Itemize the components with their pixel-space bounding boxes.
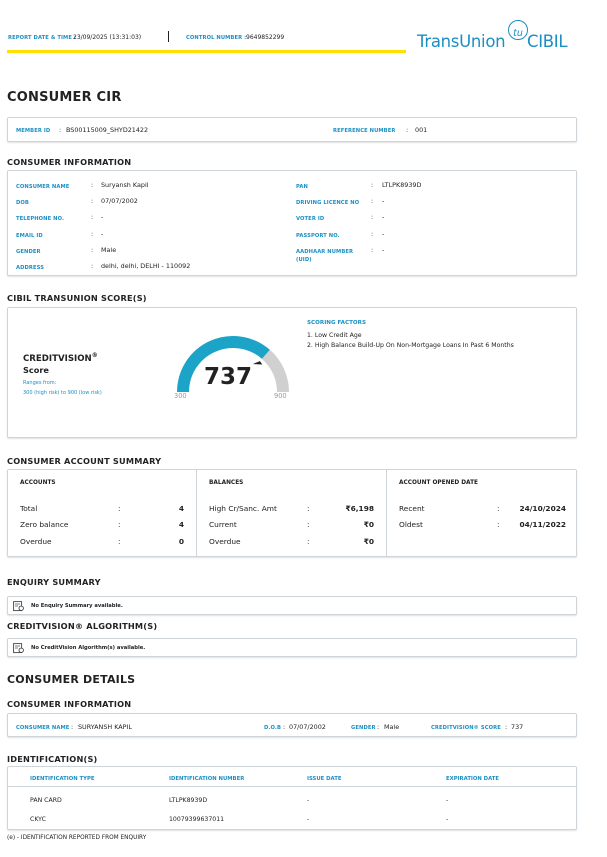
report-date-label: REPORT DATE & TIME : bbox=[8, 35, 77, 41]
ci-right-value: - bbox=[382, 246, 385, 254]
ci-left-value: Male bbox=[101, 246, 117, 254]
identification-footnote: (e) - IDENTIFICATION REPORTED FROM ENQUIRY bbox=[7, 835, 147, 841]
ci-left-label: CONSUMER NAME bbox=[16, 184, 70, 190]
id-number-cell: 10079399637011 bbox=[169, 816, 225, 823]
id-issue-cell: - bbox=[307, 797, 310, 804]
colon: : bbox=[118, 537, 121, 546]
balance-high-label: High Cr/Sanc. Amt bbox=[209, 504, 277, 513]
control-number-label: CONTROL NUMBER : bbox=[186, 35, 247, 41]
creditvision-brand bbox=[23, 352, 98, 364]
enquiry-heading: ENQUIRY SUMMARY bbox=[7, 577, 101, 587]
reference-number-value: 001 bbox=[415, 126, 428, 134]
accounts-total-label: Total bbox=[20, 504, 38, 513]
reference-number-label: REFERENCE NUMBER bbox=[333, 128, 396, 134]
account-summary-heading: CONSUMER ACCOUNT SUMMARY bbox=[7, 456, 162, 466]
balances-title: BALANCES bbox=[209, 480, 244, 486]
accounts-title: ACCOUNTS bbox=[20, 480, 56, 486]
table-row bbox=[8, 812, 576, 828]
score-word: Score bbox=[23, 365, 49, 375]
scoring-factor-1: 1. Low Credit Age bbox=[307, 332, 362, 339]
id-col-number: IDENTIFICATION NUMBER bbox=[169, 776, 245, 782]
accounts-overdue-label: Overdue bbox=[20, 537, 52, 546]
colon: : bbox=[307, 504, 310, 513]
range-line-1: Ranges from: bbox=[23, 380, 57, 386]
enquiry-box bbox=[7, 596, 577, 615]
member-info-box bbox=[7, 117, 577, 142]
colon: : bbox=[371, 181, 374, 189]
ci-right-label: AADHAAR NUMBER (UID) bbox=[296, 249, 354, 263]
id-expiry-cell: - bbox=[446, 797, 449, 804]
creditvision-text: CREDITVISION bbox=[23, 353, 92, 364]
id-type-cell: PAN CARD bbox=[30, 797, 62, 804]
balance-overdue-label: Overdue bbox=[209, 537, 241, 546]
table-row bbox=[8, 793, 576, 809]
ci-left-value: 07/07/2002 bbox=[101, 197, 138, 205]
algorithms-box bbox=[7, 638, 577, 657]
logo-transunion-text: TransUnion bbox=[417, 32, 506, 51]
page-title: CONSUMER CIR bbox=[7, 90, 122, 105]
opened-oldest-label: Oldest bbox=[399, 520, 423, 529]
report-date-value: 23/09/2025 (13:31:03) bbox=[73, 34, 142, 41]
logo-tu-text: tu bbox=[513, 28, 523, 39]
balance-overdue-value: ₹0 bbox=[363, 537, 374, 546]
cd-score-label: CREDITVISION® SCORE bbox=[431, 725, 501, 731]
colon: : bbox=[497, 520, 500, 529]
registered-mark: ® bbox=[91, 352, 98, 359]
algorithms-heading: CREDITVISION® ALGORITHM(S) bbox=[7, 621, 158, 631]
id-col-type: IDENTIFICATION TYPE bbox=[30, 776, 95, 782]
score-value: 737 bbox=[204, 364, 253, 390]
document-search-icon bbox=[13, 643, 25, 654]
id-number-cell: LTLPK8939D bbox=[169, 797, 208, 804]
cd-name-value: SURYANSH KAPIL bbox=[78, 723, 132, 731]
logo-cibil-text: CIBIL bbox=[527, 32, 568, 51]
logo-tu-badge bbox=[508, 20, 528, 40]
range-line-2: 300 (high risk) to 900 (low risk) bbox=[23, 390, 102, 396]
accounts-zero-value: 4 bbox=[178, 520, 184, 529]
colon: : bbox=[307, 520, 310, 529]
colon: : bbox=[91, 262, 94, 270]
id-col-expiry: EXPIRATION DATE bbox=[446, 776, 500, 782]
algorithms-message: No CreditVision Algorithm(s) available. bbox=[31, 645, 146, 651]
cd-dob-label: D.O.B bbox=[264, 725, 281, 731]
yellow-accent-bar bbox=[7, 50, 406, 53]
colon: : bbox=[91, 213, 94, 221]
colon: : bbox=[91, 230, 94, 238]
ci-left-value: - bbox=[101, 213, 104, 221]
id-table-header bbox=[8, 767, 576, 787]
scoring-factors-heading: SCORING FACTORS bbox=[307, 320, 367, 326]
id-expiry-cell: - bbox=[446, 816, 449, 823]
gauge-min-label: 300 bbox=[174, 392, 187, 400]
accounts-zero-label: Zero balance bbox=[20, 520, 69, 529]
accounts-total-value: 4 bbox=[178, 504, 184, 513]
gauge-track bbox=[266, 354, 283, 392]
cd-gender-value: Male bbox=[384, 723, 400, 731]
colon: : bbox=[91, 181, 94, 189]
balance-current-value: ₹0 bbox=[363, 520, 374, 529]
colon: : bbox=[118, 504, 121, 513]
ci-right-label: DRIVING LICENCE NO bbox=[296, 200, 360, 206]
header-divider bbox=[168, 31, 169, 42]
cd-gender-label: GENDER bbox=[351, 725, 376, 731]
summary-divider-1 bbox=[196, 470, 197, 556]
colon: : bbox=[307, 537, 310, 546]
ci-left-value: - bbox=[101, 230, 104, 238]
enquiry-message: No Enquiry Summary available. bbox=[31, 603, 123, 609]
consumer-details-subheading: CONSUMER INFORMATION bbox=[7, 699, 132, 709]
colon: : bbox=[371, 213, 374, 221]
colon: : bbox=[371, 246, 374, 254]
balance-high-value: ₹6,198 bbox=[345, 504, 374, 513]
id-col-issue: ISSUE DATE bbox=[307, 776, 342, 782]
score-box bbox=[7, 307, 577, 438]
ci-left-value: Suryansh Kapil bbox=[101, 181, 149, 189]
report-header bbox=[0, 0, 607, 60]
colon: : bbox=[406, 126, 409, 134]
opened-date-title: ACCOUNT OPENED DATE bbox=[399, 480, 478, 486]
ci-right-value: LTLPK8939D bbox=[382, 181, 422, 189]
ci-right-label: PAN bbox=[296, 184, 308, 190]
colon: : bbox=[371, 230, 374, 238]
summary-divider-2 bbox=[386, 470, 387, 556]
cd-name-label: CONSUMER NAME bbox=[16, 725, 70, 731]
cd-score-value: 737 bbox=[511, 723, 524, 731]
score-section-heading: CIBIL TRANSUNION SCORE(S) bbox=[7, 293, 147, 303]
colon: : bbox=[71, 723, 74, 731]
ci-left-label: ADDRESS bbox=[16, 265, 45, 271]
colon: : bbox=[497, 504, 500, 513]
id-issue-cell: - bbox=[307, 816, 310, 823]
gauge-marker bbox=[253, 361, 263, 364]
member-id-label: MEMBER ID bbox=[16, 128, 51, 134]
ci-left-value: delhi, delhi, DELHI - 110092 bbox=[101, 262, 191, 270]
identification-table bbox=[7, 766, 577, 830]
colon: : bbox=[371, 197, 374, 205]
opened-recent-value: 24/10/2024 bbox=[519, 504, 566, 513]
id-type-cell: CKYC bbox=[30, 816, 46, 823]
colon: : bbox=[377, 723, 380, 731]
opened-recent-label: Recent bbox=[399, 504, 425, 513]
control-number-value: 9649852299 bbox=[246, 34, 285, 41]
ci-left-label: EMAIL ID bbox=[16, 233, 43, 239]
ci-right-label: PASSPORT NO. bbox=[296, 233, 340, 239]
balance-current-label: Current bbox=[209, 520, 237, 529]
ci-right-value: - bbox=[382, 213, 385, 221]
transunion-cibil-logo bbox=[417, 20, 582, 54]
accounts-overdue-value: 0 bbox=[178, 537, 184, 546]
colon: : bbox=[118, 520, 121, 529]
consumer-details-box bbox=[7, 713, 577, 737]
colon: : bbox=[59, 126, 62, 134]
gauge-max-label: 900 bbox=[274, 392, 287, 400]
ci-right-label: VOTER ID bbox=[296, 216, 325, 222]
consumer-details-heading: CONSUMER DETAILS bbox=[7, 673, 136, 686]
colon: : bbox=[91, 246, 94, 254]
ci-left-label: DOB bbox=[16, 200, 29, 206]
ci-left-label: TELEPHONE NO. bbox=[16, 216, 65, 222]
scoring-factor-2: 2. High Balance Build-Up On Non-Mortgage Loans In Past 6 Months bbox=[307, 342, 514, 349]
colon: : bbox=[91, 197, 94, 205]
ci-right-value: - bbox=[382, 230, 385, 238]
identification-heading: IDENTIFICATION(S) bbox=[7, 754, 98, 764]
ci-left-label: GENDER bbox=[16, 249, 41, 255]
cd-dob-value: 07/07/2002 bbox=[289, 723, 326, 731]
colon: : bbox=[505, 723, 508, 731]
opened-oldest-value: 04/11/2022 bbox=[519, 520, 566, 529]
document-search-icon bbox=[13, 601, 25, 612]
colon: : bbox=[283, 723, 286, 731]
account-summary-box bbox=[7, 469, 577, 557]
ci-right-value: - bbox=[382, 197, 385, 205]
consumer-info-box bbox=[7, 170, 577, 276]
member-id-value: BS00115009_SHYD21422 bbox=[66, 126, 149, 134]
consumer-info-heading: CONSUMER INFORMATION bbox=[7, 157, 132, 167]
